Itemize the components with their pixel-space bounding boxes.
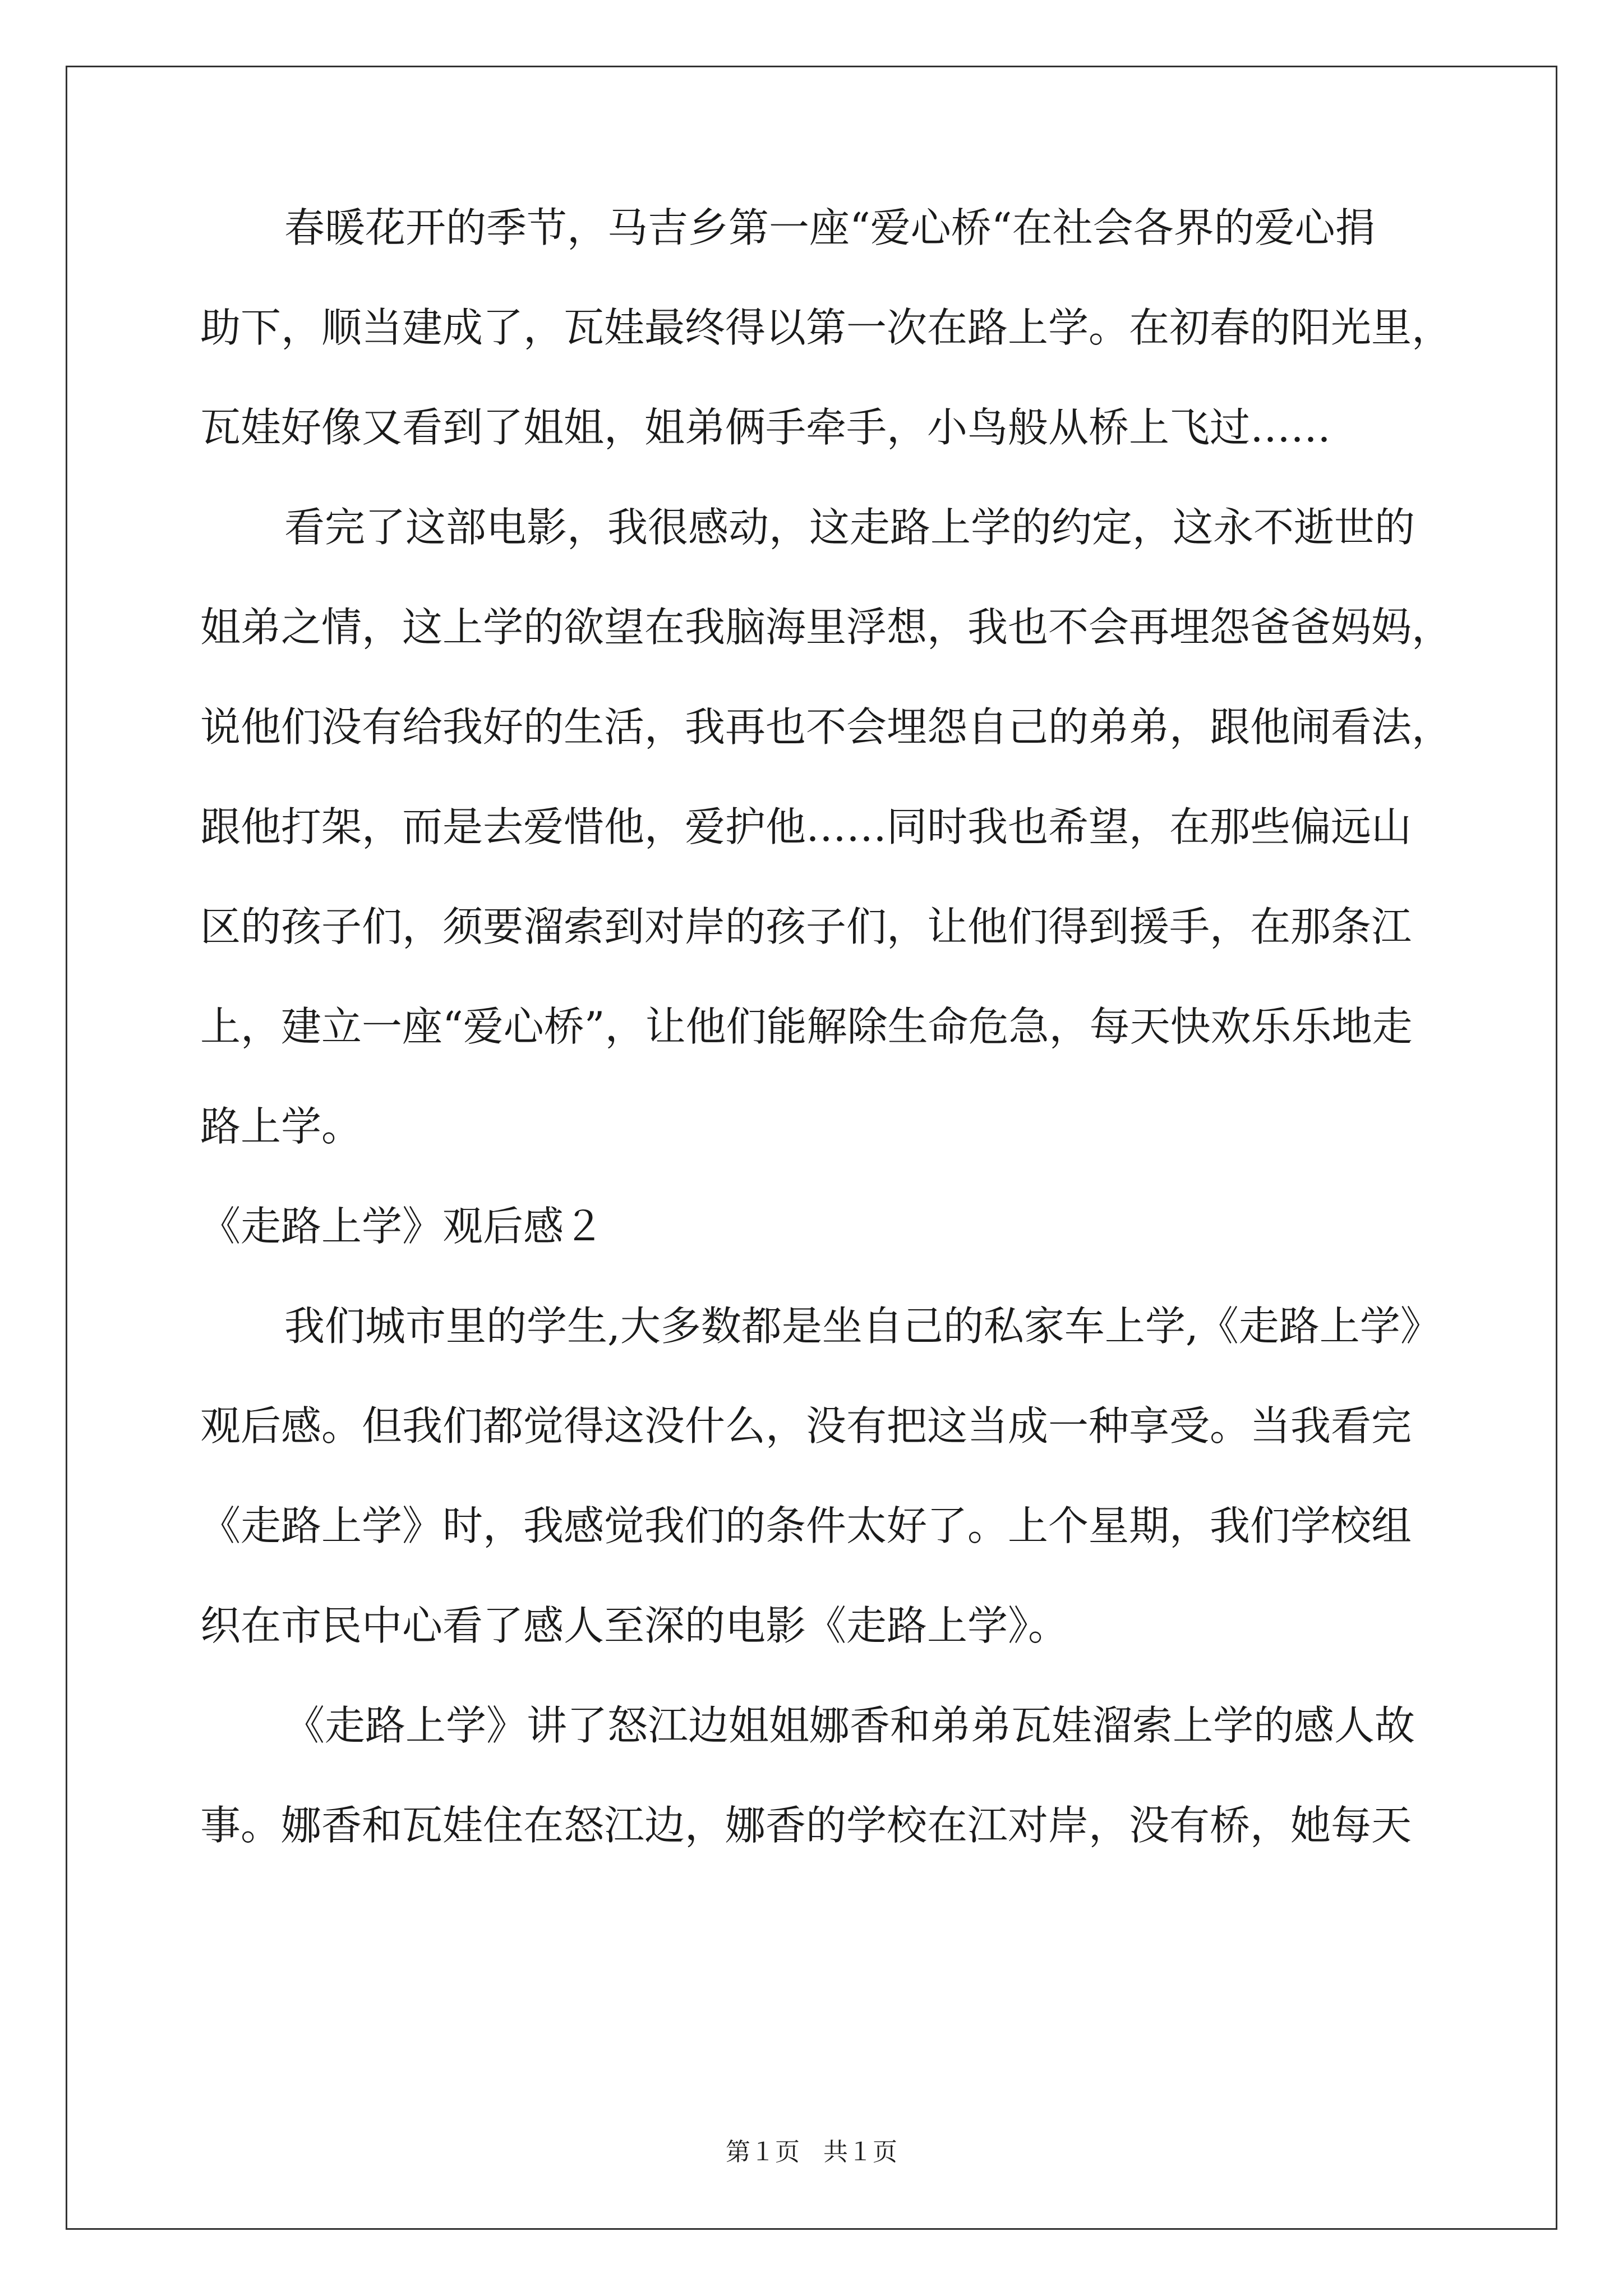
paragraph-line: 织在市民中心看了感人至深的电影《走路上学》。 [200,1602,1069,1649]
paragraph-line: 跟他打架，而是去爱惜他，爱护他……同时我也希望，在那些偏远山 [200,803,1412,850]
paragraph-line: 《走路上学》讲了怒江边姐姐娜香和弟弟瓦娃溜索上学的感人故 [284,1702,1415,1749]
paragraph-line: 区的孩子们，须要溜索到对岸的孩子们，让他们得到援手，在那条江 [200,903,1412,950]
section-heading: 《走路上学》观后感２ [200,1203,605,1250]
paragraph-line: 说他们没有给我好的生活，我再也不会埋怨自己的弟弟，跟他闹看法， [200,703,1453,751]
paragraph-line: 我们城市里的学生,大多数都是坐自己的私家车上学,《走路上学》 [284,1303,1441,1350]
paragraph-line: 助下，顺当建成了，瓦娃最终得以第一次在路上学。在初春的阳光里， [200,304,1453,351]
paragraph-line: 看完了这部电影，我很感动，这走路上学的约定，这永不逝世的 [284,504,1415,551]
page-number-total: 共１页 [823,2138,897,2166]
paragraph-line: 姐弟之情，这上学的欲望在我脑海里浮想，我也不会再埋怨爸爸妈妈， [200,604,1453,651]
paragraph-line: 事。娜香和瓦娃住在怒江边，娜香的学校在江对岸，没有桥，她每天 [200,1802,1412,1849]
paragraph-line: 瓦娃好像又看到了姐姐，姐弟俩手牵手，小鸟般从桥上飞过…… [200,404,1331,451]
paragraph-line: 《走路上学》时，我感觉我们的条件太好了。上个星期，我们学校组 [200,1502,1412,1549]
page-number-current: 第１页 [726,2138,800,2166]
paragraph-line: 路上学。 [200,1103,362,1150]
paragraph-line: 春暖花开的季节，马吉乡第一座“爱心桥“在社会各界的爱心捐 [284,204,1376,251]
paragraph-line: 上，建立一座“爱心桥”，让他们能解除生命危急，每天快欢乐乐地走 [200,1003,1413,1050]
paragraph-line: 观后感。但我们都觉得这没什么，没有把这当成一种享受。当我看完 [200,1402,1412,1450]
page-footer [0,2140,1623,2165]
